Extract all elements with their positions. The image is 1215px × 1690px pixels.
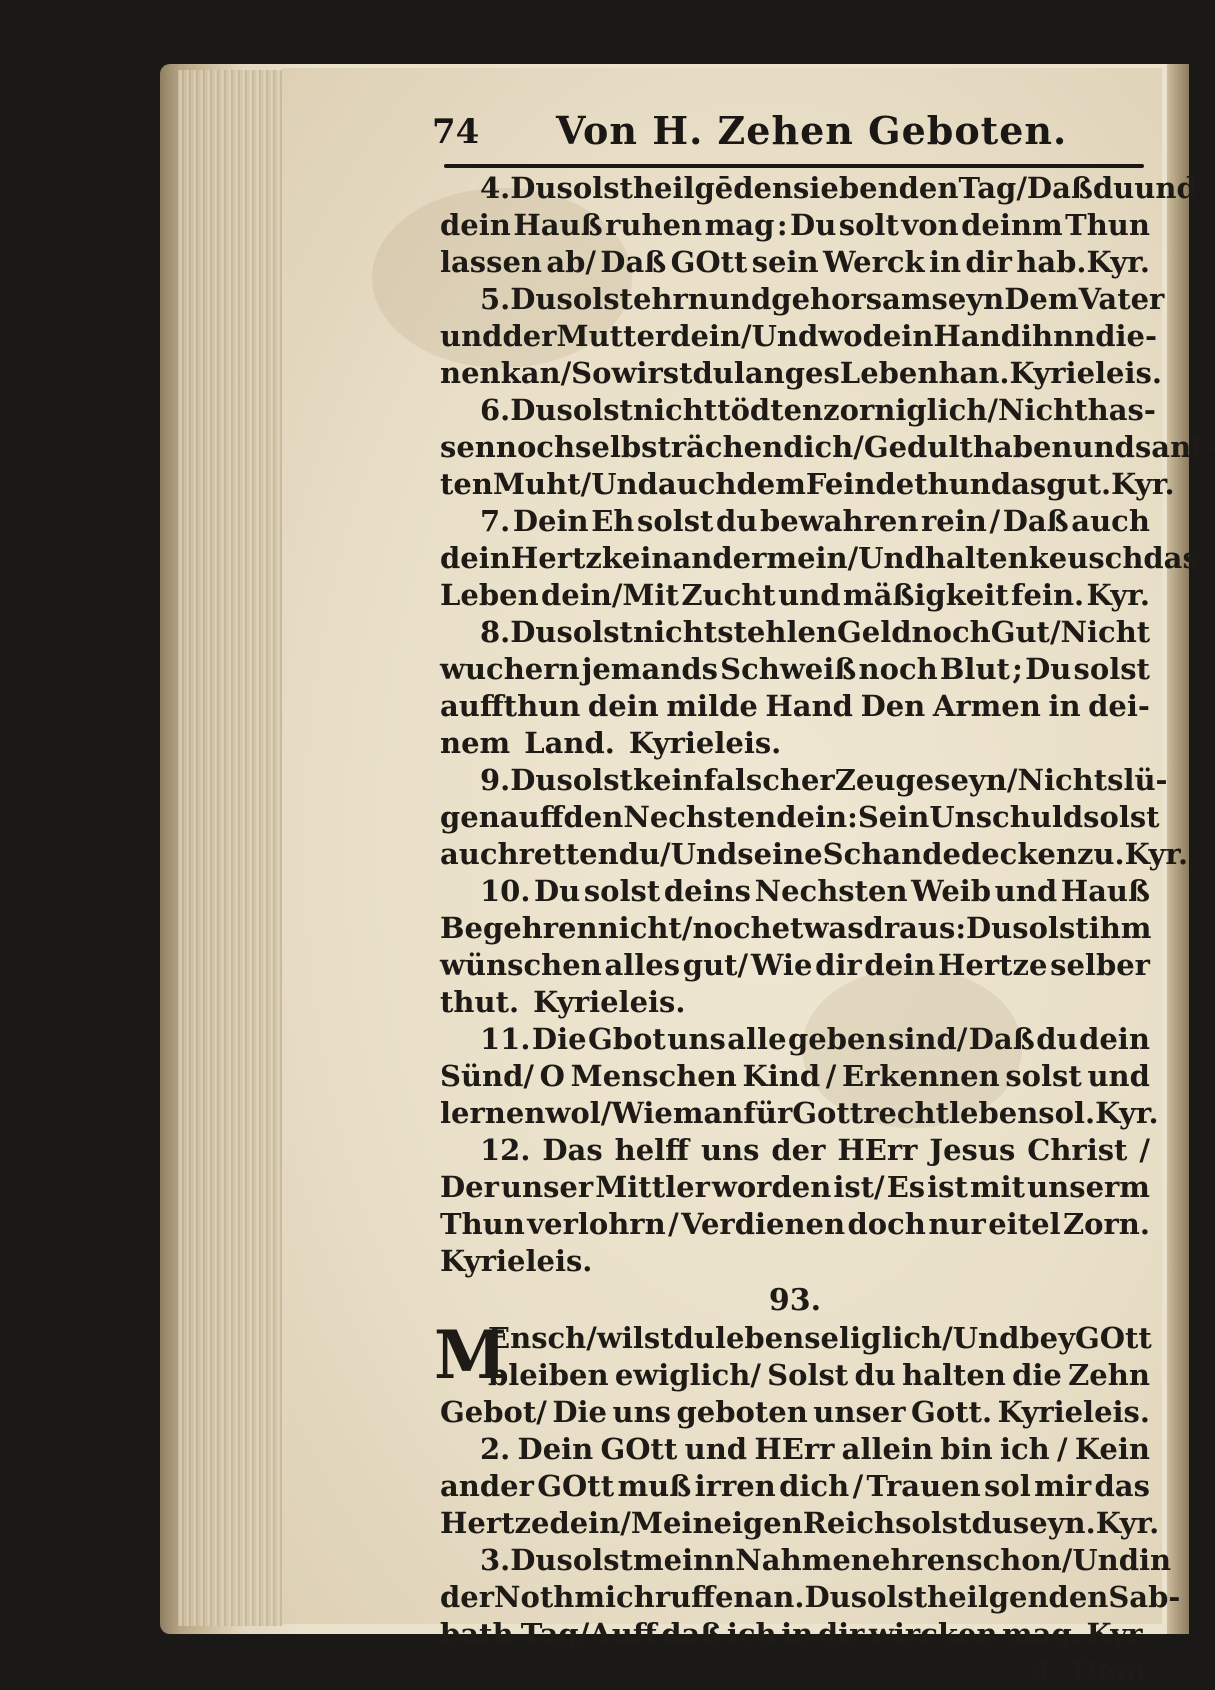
text-line: Gebot/ Die uns geboten unser Gott. Kyrieleis.: [440, 1395, 1150, 1429]
text-line: lernen wol/Wie man für Gott recht leben sol.Kyr.: [440, 1096, 1159, 1130]
hymn-93: [434, 1316, 1181, 1653]
page-number: 74: [432, 112, 480, 152]
text-line: und der Mutter dein/Und wo dein Hand ihnn die-: [440, 319, 1158, 353]
text-line: Hertze dein/ Mein eigen Reich solst du seyn. Kyr.: [440, 1506, 1160, 1540]
header-rule: [444, 164, 1144, 168]
text-line: gen auff den Nechsten dein : Sein Unschuld solst: [440, 800, 1160, 834]
text-line: wünschen alles gut/ Wie dir dein Hertze selber: [440, 948, 1150, 982]
text-block: [434, 170, 1215, 1690]
text-line: nen kan/So wirst du langes Leben han. Kyrieleis.: [440, 356, 1162, 390]
page-header: [432, 108, 1152, 160]
text-line: dein Hertz kein ander mein/Und halten keusch das: [440, 541, 1199, 575]
text-line: 10. Du solst deins Nechsten Weib und Hauß: [480, 874, 1150, 908]
text-line: Sünd/ O Menschen Kind / Erkennen solst und: [440, 1059, 1150, 1093]
text-line: 12. Das helff uns der HErr Jesus Christ /: [480, 1133, 1150, 1167]
text-line: 2. Dein GOtt und HErr allein bin ich / Kein: [480, 1432, 1150, 1466]
text-line: 6. Du solst nicht tödten zorniglich/ Nicht has-: [480, 393, 1156, 427]
text-line: 8. Du solst nicht stehlen Geld noch Gut / Nicht: [480, 615, 1151, 649]
text-line: thut. Kyrieleis.: [440, 985, 686, 1019]
text-line: Der unser Mittler worden ist/ Es ist mit unserm: [440, 1170, 1150, 1204]
text-line: 3. Du solst meinn Nahmen ehren schon/ Und in: [480, 1543, 1172, 1577]
hymn-continued: [440, 170, 1215, 1280]
text-line: 5. Du solst ehrn und gehorsam seyn Dem Vater: [480, 282, 1165, 316]
text-line: wuchern jemands Schweiß noch Blut ; Du solst: [440, 652, 1150, 686]
text-line: 7. Dein Eh solst du bewahren rein / Daß auch: [480, 504, 1150, 538]
drop-capital: M: [434, 1316, 508, 1394]
page-edges: [178, 70, 282, 1626]
text-line: auch retten du/Und seine Schande decken zu. Kyr.: [440, 837, 1189, 871]
text-line: Thun verlohrn / Verdienen doch nur eitel Zorn.: [440, 1207, 1150, 1241]
text-line: ander GOtt muß irren dich / Trauen sol mir das: [440, 1469, 1150, 1503]
text-line: auffthun dein milde Hand Den Armen in dei-: [440, 689, 1150, 723]
hymn-number: 93.: [768, 1283, 822, 1318]
text-line: 9. Du solst kein falscher Zeuge seyn/ Nichts lü-: [480, 763, 1168, 797]
text-line: 11. Die Gbot uns alle geben sind/ Daß du dein: [480, 1022, 1150, 1056]
text-line: Ensch/wilst du leben seliglich / Und bey GOtt: [488, 1321, 1152, 1355]
text-line: bleiben ewiglich/ Solst du halten die Zehn: [488, 1358, 1150, 1392]
catchword: 4. Dem: [1031, 1654, 1146, 1688]
running-head: Von H. Zehen Geboten.: [556, 108, 1068, 153]
text-line: Leben dein/Mit Zucht und mäßigkeit fein. Kyr.: [440, 578, 1150, 612]
text-line: lassen ab/ Daß GOtt sein Werck in dir hab.Kyr.: [440, 245, 1150, 279]
text-line: 4.Du solst heilgē den siebendenTag/Daß du und: [480, 171, 1197, 205]
text-line: Kyrieleis.: [440, 1244, 593, 1278]
text-line: tenMuht/Und auch dem Feinde thun das gut.Kyr.: [440, 467, 1175, 501]
text-line: nem Land. Kyrieleis.: [440, 726, 782, 760]
text-line: der Noth mich ruffen an.Du solst heilgen den Sab-: [440, 1580, 1181, 1614]
text-line: dein Hauß ruhen mag : Du solt von deinm Thun: [440, 208, 1150, 242]
text-line: sen noch selbst rächen dich/Gedult haben und sanf-: [440, 430, 1215, 464]
hymn-93-lines: [440, 1320, 1181, 1653]
text-line: Begehren nicht/ noch etwas draus : Du solst ihm: [440, 911, 1152, 945]
text-line: bath-Tag/Auff daß ich in dir wircken mag. Kyr.: [440, 1617, 1150, 1651]
